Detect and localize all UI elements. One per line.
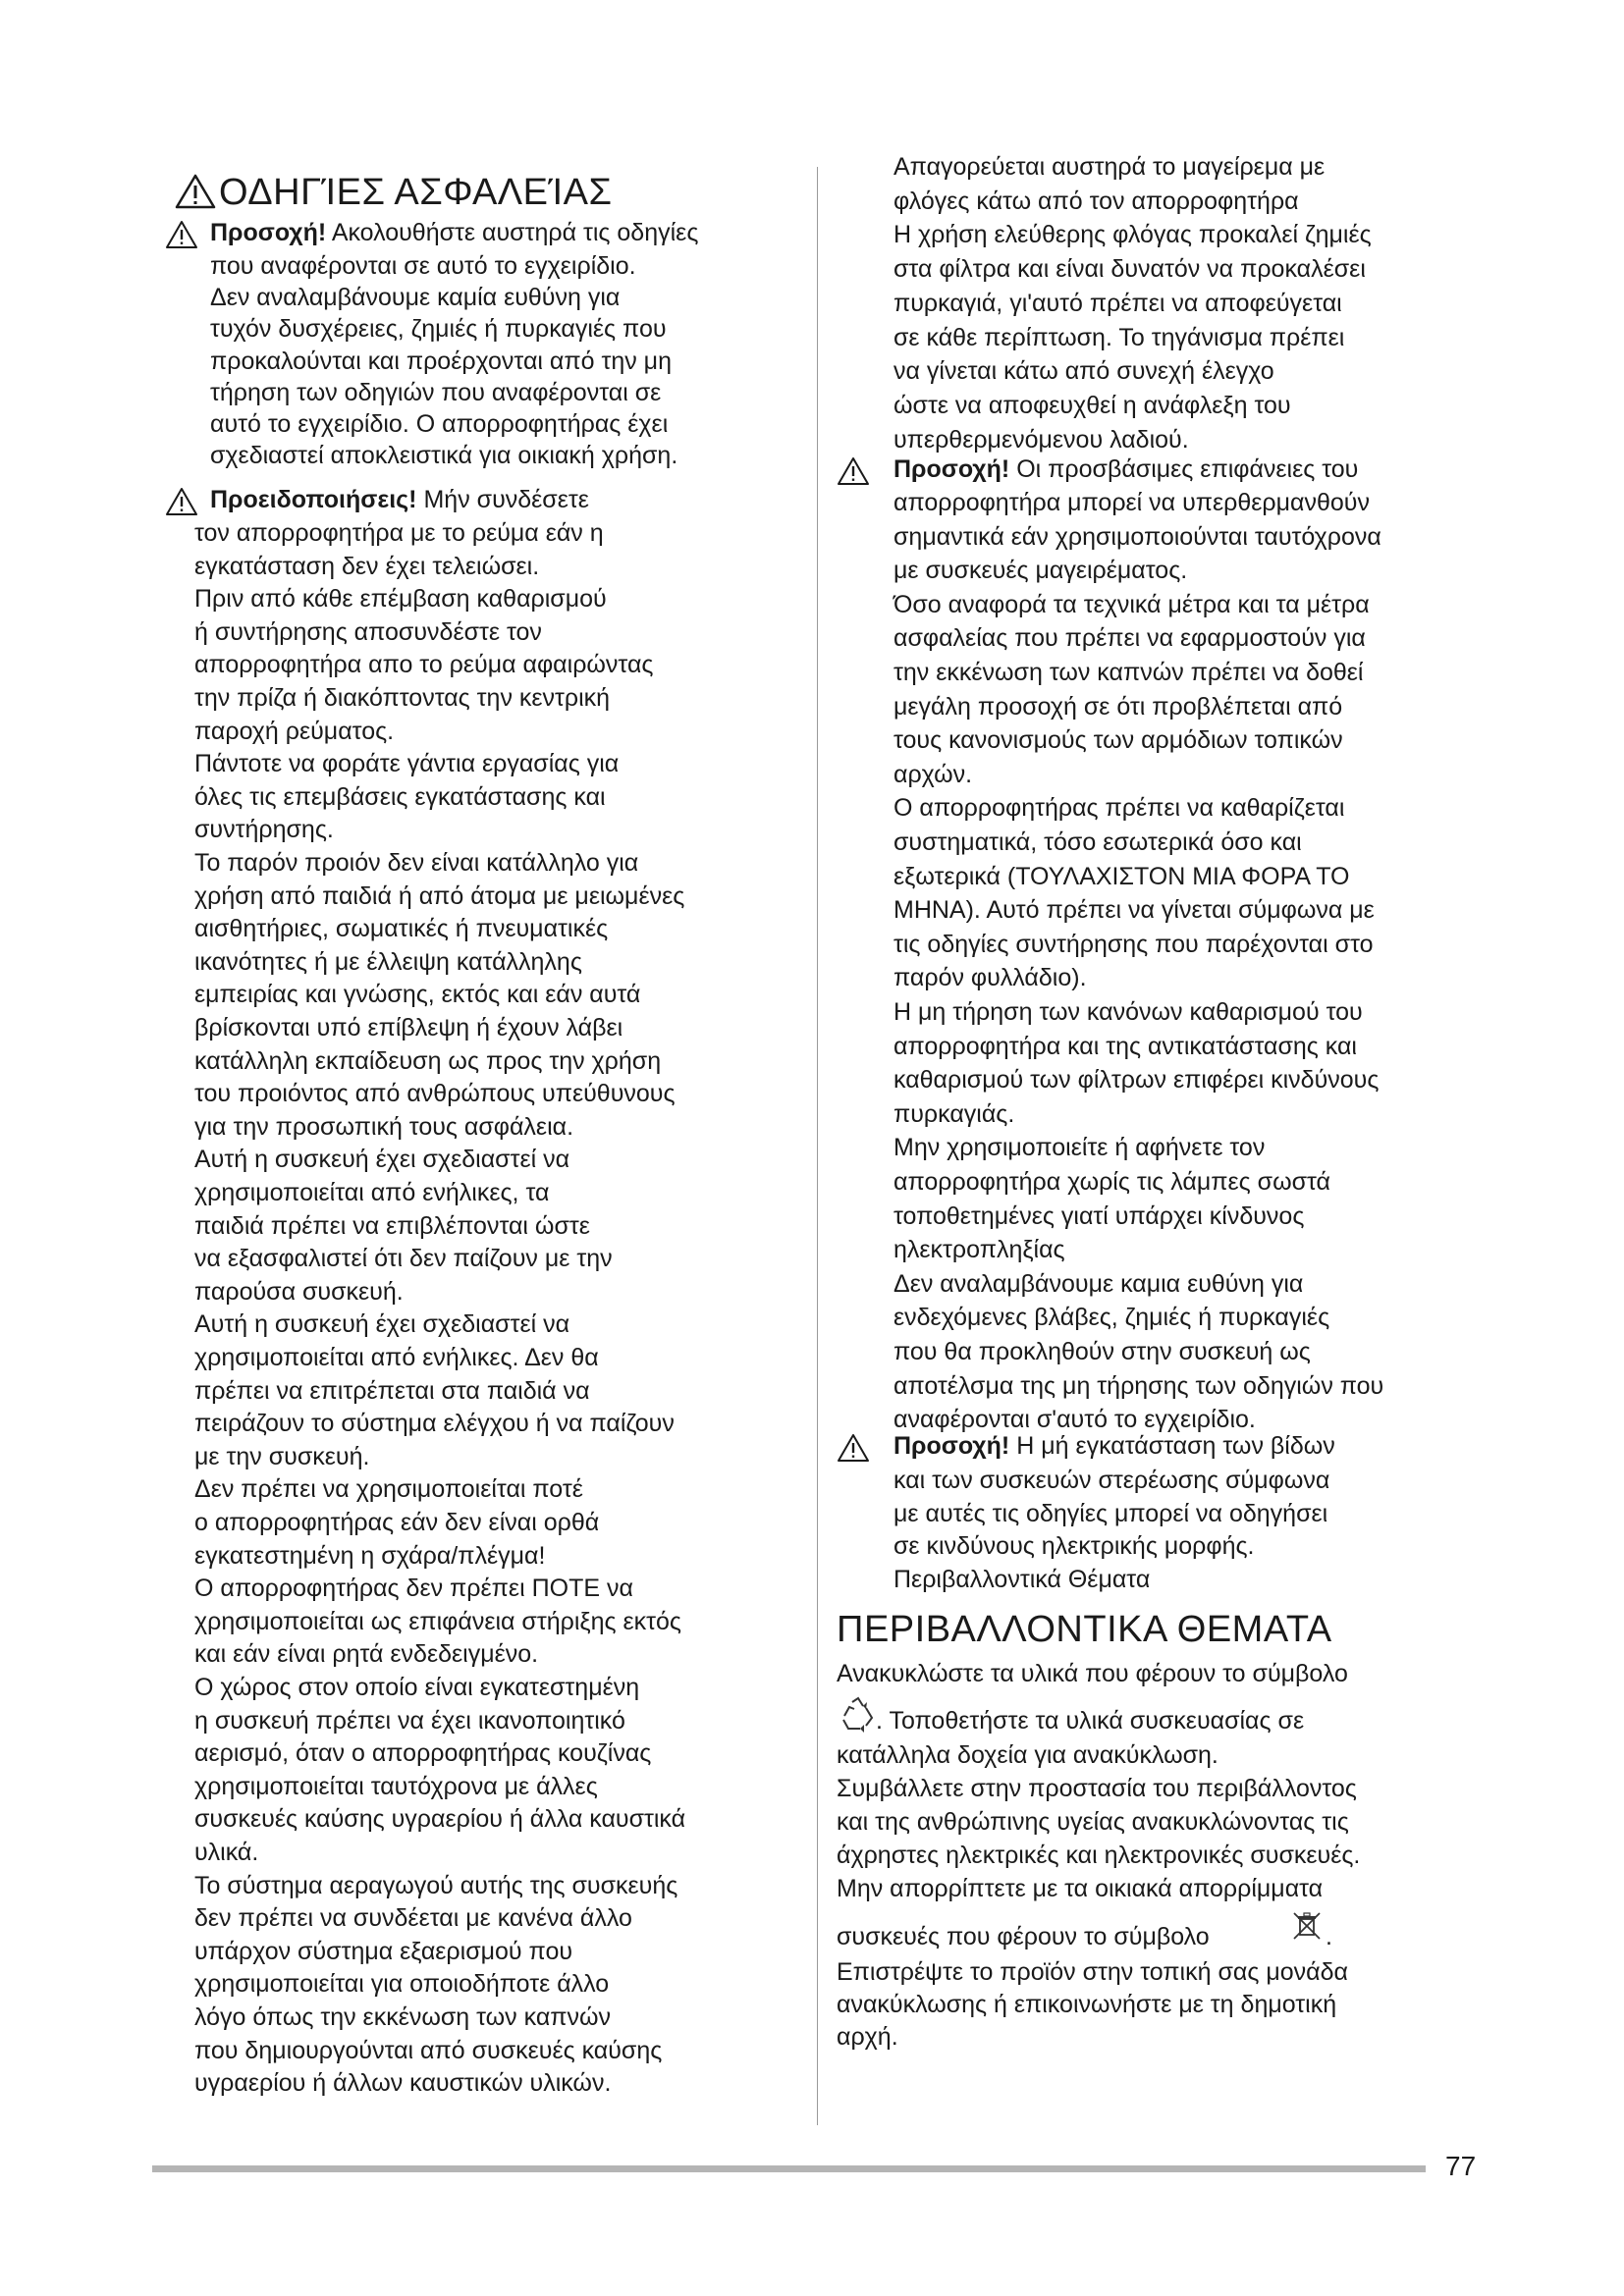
text-line: τους κανονισμούς των αρμόδιων τοπικών — [893, 726, 1343, 755]
text-line: παρούσα συσκευή. — [194, 1277, 404, 1306]
text-line: να εξασφαλιστεί ότι δεν παίζουν με την — [194, 1245, 613, 1273]
text-line: συντήρησης. — [194, 816, 334, 844]
text-line: κατάλληλα δοχεία για ανακύκλωση. — [837, 1741, 1218, 1769]
text-line: Συμβάλλετε στην προστασία του περιβάλλοντος — [837, 1775, 1357, 1802]
text-line: χρήση από παιδιά ή από άτομα με μειωμένες — [194, 881, 685, 910]
text-line: πειράζουν το σύστημα ελέγχου ή να παίζουν — [194, 1410, 675, 1438]
text-line: τήρηση των οδηγιών που αναφέρονται σε — [210, 378, 662, 406]
text-line: πρέπει να επιτρέπεται στα παιδιά να — [194, 1376, 590, 1405]
text-line: Η μη τήρηση των κανόνων καθαρισμού του — [893, 998, 1363, 1026]
text-line: υπερθερμενόμενου λαδιού. — [893, 425, 1189, 454]
text-line: Ο χώρος στον οποίο είναι εγκατεστημένη — [194, 1674, 640, 1701]
text-line: χρησιμοποιείται για οποιοδήποτε άλλο — [194, 1970, 610, 1999]
text-line: υπάρχον σύστημα εξαερισμού που — [194, 1937, 573, 1965]
text-line: απορροφητήρα μπορεί να υπερθερμανθούν — [893, 489, 1370, 516]
text-line: χρησιμοποιείται από ενήλικες. Δεν θα — [194, 1344, 599, 1371]
text-line: Όσο αναφορά τα τεχνικά μέτρα και τα μέτρα — [893, 590, 1370, 618]
warning-label: Προειδοποιήσεις! — [210, 486, 417, 513]
text-line: σημαντικά εάν χρησιμοποιούνται ταυτόχρονα — [893, 522, 1381, 551]
warning-text: Μήν συνδέσετε — [416, 486, 589, 513]
text-line: κατάλληλη εκπαίδευση ως προς την χρήση — [194, 1046, 662, 1075]
text-line: υλικά. — [194, 1839, 259, 1866]
text-line: λόγο όπως την εκκένωση των καπνών — [194, 2003, 612, 2031]
text-line: και των συσκευών στερέωσης σύμφωνα — [893, 1467, 1330, 1494]
text-line: σχεδιαστεί αποκλειστικά για οικιακή χρήση. — [210, 442, 678, 470]
text-line: Η χρήση ελεύθερης φλόγας προκαλεί ζημιές — [893, 221, 1372, 249]
warning-text: Η μή εγκατάσταση των βίδων — [1009, 1432, 1335, 1460]
warning-triangle-icon — [175, 173, 216, 210]
text-line: και εάν είναι ρητά ενδεδειγμένο. — [194, 1640, 539, 1669]
text-line: βρίσκονται υπό επίβλεψη ή έχουν λάβει — [194, 1014, 623, 1041]
text-line: που δημιουργούνται από συσκευές καύσης — [194, 2036, 663, 2064]
safety-heading: ΟΔΗΓΊΕΣ ΑΣΦΑΛΕΊΑΣ — [219, 172, 613, 213]
text-line: χρησιμοποιείται ως επιφάνεια στήριξης εκτός — [194, 1607, 681, 1635]
environment-line-1: Ανακυκλώστε τα υλικά που φέρουν το σύμβολο — [837, 1660, 1348, 1687]
text-line: ΜΗΝΑ). Αυτό πρέπει να γίνεται σύμφωνα με — [893, 896, 1375, 925]
text-line: σε κάθε περίπτωση. Το τηγάνισμα πρέπει — [893, 323, 1345, 351]
warning-label: Προσοχή! — [210, 219, 327, 246]
text-line: και της ανθρώπινης υγείας ανακυκλώνοντας τις — [837, 1808, 1349, 1836]
page-number: 77 — [1445, 2151, 1477, 2181]
environment-line-bin — [837, 1922, 1210, 1951]
text-line: όλες τις επεμβάσεις εγκατάστασης και — [194, 782, 606, 811]
text-line: στα φίλτρα και είναι δυνατόν να προκαλέσει — [893, 255, 1366, 284]
text-line: αισθητήριες, σωματικές ή πνευματικές — [194, 915, 609, 943]
text-line: Απαγορεύεται αυστηρά το μαγείρεμα με — [893, 153, 1326, 181]
warning-text: Οι προσβάσιμες επιφάνειες του — [1009, 455, 1359, 483]
text-line: την πρίζα ή διακόπτοντας την κεντρική — [194, 684, 611, 712]
text-line: τις οδηγίες συντήρησης που παρέχονται στο — [893, 930, 1374, 958]
text-line: Αυτή η συσκευή έχει σχεδιαστεί να — [194, 1310, 570, 1339]
text-line: Πριν από κάθε επέμβαση καθαρισμού — [194, 585, 607, 614]
text-line: παροχή ρεύματος. — [194, 717, 395, 745]
warning-label: Προσοχή! — [893, 455, 1010, 483]
text-line: άχρηστες ηλεκτρικές και ηλεκτρονικές συσκευές. — [837, 1842, 1361, 1869]
environment-line-2: . Τοποθετήστε τα υλικά συσκευασίας σε — [876, 1707, 1305, 1735]
text-line: πυρκαγιά, γι'αυτό πρέπει να αποφεύγεται — [893, 289, 1342, 317]
text-line: ο απορροφητήρας εάν δεν είναι ορθά — [194, 1509, 600, 1536]
text-line: σε κινδύνους ηλεκτρικής μορφής. — [893, 1532, 1255, 1561]
text-line: Ο απορροφητήρας δεν πρέπει ΠΟΤΕ να — [194, 1575, 633, 1603]
text-line: Το παρόν προιόν δεν είναι κατάλληλο για — [194, 849, 639, 877]
text-line: μεγάλη προσοχή σε ότι προβλέπεται από — [893, 692, 1343, 721]
text-line: ενδεχόμενες βλάβες, ζημιές ή πυρκαγιές — [893, 1304, 1330, 1332]
warning-triangle-icon — [837, 456, 870, 486]
text-line: ικανότητες ή με έλλειψη κατάλληλης — [194, 947, 582, 976]
text-line: απορροφητήρα απο το ρεύμα αφαιρώντας — [194, 651, 654, 679]
text-line: εγκατεστημένη η σχάρα/πλέγμα! — [194, 1541, 546, 1570]
warning-triangle-icon — [165, 487, 198, 516]
text-line: τυχόν δυσχέρειες, ζημιές ή πυρκαγιές που — [210, 315, 667, 344]
text-line: ασφαλείας που πρέπει να εφαρμοστούν για — [893, 624, 1366, 653]
text-line: δεν πρέπει να συνδέεται με κανένα άλλο — [194, 1904, 632, 1933]
text-line: αερισμό, όταν ο απορροφητήρας κουζίνας — [194, 1739, 652, 1768]
text-line: αναφέρονται σ'αυτό το εγχειρίδιο. — [893, 1406, 1256, 1434]
environment-heading: ΠΕΡΙΒΑΛΛΟΝΤΙΚΑ ΘΕΜΑΤΑ — [837, 1609, 1332, 1650]
text-line: απορροφητήρα χωρίς τις λάμπες σωστά — [893, 1168, 1330, 1196]
text-line: του προιόντος από ανθρώπους υπεύθυνους — [194, 1080, 676, 1108]
text-line: Μην χρησιμοποιείτε ή αφήνετε τον — [893, 1134, 1266, 1162]
text-line: Περιβαλλοντικά Θέματα — [893, 1565, 1151, 1593]
text-line: εγκατάσταση δεν έχει τελειώσει. — [194, 552, 540, 580]
text-line: προκαλούνται και προέρχονται από την μη — [210, 347, 672, 375]
text-line: ηλεκτροπληξίας — [893, 1236, 1065, 1264]
text-line: καθαρισμού των φίλτρων επιφέρει κινδύνους — [893, 1066, 1380, 1095]
text-line: ή συντήρησης αποσυνδέστε τον — [194, 617, 542, 646]
warning-line-1 — [210, 218, 698, 247]
text-line: η συσκευή πρέπει να έχει ικανοποιητικό — [194, 1706, 625, 1735]
text-line: με συσκευές μαγειρέματος. — [893, 557, 1188, 585]
text-line: παρόν φυλλάδιο). — [893, 964, 1087, 992]
footer-bar — [152, 2165, 1426, 2172]
text-line: χρησιμοποιείται ταυτόχρονα με άλλες — [194, 1772, 598, 1800]
text-line: αρχών. — [893, 760, 973, 788]
warning-line-4 — [893, 1431, 1335, 1461]
warning-triangle-icon — [837, 1433, 870, 1463]
text-line: φλόγες κάτω από τον απορροφητήρα — [893, 187, 1299, 215]
warning-triangle-icon — [165, 220, 198, 249]
text-line: Πάντοτε να φοράτε γάντια εργασίας για — [194, 750, 620, 778]
text-line: που θα προκληθούν στην συσκευή ως — [893, 1338, 1311, 1365]
text-line: χρησιμοποιείται από ενήλικες, τα — [194, 1179, 550, 1206]
text-line: Μην απορρίπτετε με τα οικιακά απορρίμματα — [837, 1875, 1324, 1902]
text-line: για την προσωπική τους ασφάλεια. — [194, 1112, 574, 1141]
text-line: να γίνεται κάτω από συνεχή έλεγχο — [893, 357, 1274, 386]
text-line: με την συσκευή. — [194, 1442, 370, 1470]
text-line: ώστε να αποφευχθεί η ανάφλεξη του — [893, 391, 1291, 419]
text-line: Δεν πρέπει να χρησιμοποιείται ποτέ — [194, 1475, 583, 1504]
text-line: απορροφητήρα και της αντικατάστασης και — [893, 1032, 1357, 1060]
text-line: που αναφέρονται σε αυτό το εγχειρίδιο. — [210, 252, 636, 280]
text-line: συστηματικά, τόσο εσωτερικά όσο και — [893, 828, 1302, 856]
text-line: τοποθετημένες γιατί υπάρχει κίνδυνος — [893, 1201, 1305, 1230]
warning-text: Ακολουθήστε αυστηρά τις οδηγίες — [326, 219, 699, 246]
text-line: αρχή. — [837, 2023, 898, 2051]
text-line: αποτέλσμα της μη τήρησης των οδηγιών που — [893, 1371, 1384, 1400]
bin-period: . — [1326, 1923, 1332, 1950]
text-line: Δεν αναλαμβάνουμε καμία ευθύνη για — [210, 284, 621, 312]
text-line: με αυτές τις οδηγίες μπορεί να οδηγήσει — [893, 1499, 1328, 1527]
text-line: εξωτερικά (ΤΟΥΛΑΧΙΣΤΟΝ ΜΙΑ ΦΟΡΑ ΤΟ — [893, 862, 1350, 890]
recycle-icon — [839, 1696, 878, 1734]
text-line: Το σύστημα αεραγωγού αυτής της συσκευής — [194, 1871, 678, 1899]
text-line: Επιστρέψτε το προϊόν στην τοπική σας μονάδα — [837, 1958, 1348, 1986]
warning-line-3 — [893, 454, 1358, 484]
bin-text: συσκευές που φέρουν το σύμβολο — [837, 1923, 1210, 1950]
text-line: Ο απορροφητήρας πρέπει να καθαρίζεται — [893, 794, 1345, 823]
text-line: Δεν αναλαμβάνουμε καμια ευθύνη για — [893, 1269, 1304, 1298]
text-line: εμπειρίας και γνώσης, εκτός και εάν αυτά — [194, 981, 641, 1009]
text-line: ανακύκλωσης ή επικοινωνήστε με τη δημοτική — [837, 1991, 1337, 2018]
text-line: παιδιά πρέπει να επιβλέπονται ώστε — [194, 1211, 590, 1240]
text-line: συσκευές καύσης υγραερίου ή άλλα καυστικά — [194, 1805, 686, 1834]
text-line: αυτό το εγχειρίδιο. Ο απορροφητήρας έχει — [210, 410, 669, 438]
text-line: πυρκαγιάς. — [893, 1099, 1015, 1128]
warning-label: Προσοχή! — [893, 1432, 1010, 1460]
crossed-bin-icon — [1290, 1909, 1324, 1943]
text-line: την εκκένωση των καπνών πρέπει να δοθεί — [893, 659, 1364, 686]
text-line: τον απορροφητήρα με το ρεύμα εάν η — [194, 519, 604, 547]
text-line: Αυτή η συσκευή έχει σχεδιαστεί να — [194, 1146, 570, 1174]
warning-line-2 — [210, 485, 589, 514]
column-divider — [817, 167, 818, 2125]
text-line: υγραερίου ή άλλων καυστικών υλικών. — [194, 2069, 612, 2098]
